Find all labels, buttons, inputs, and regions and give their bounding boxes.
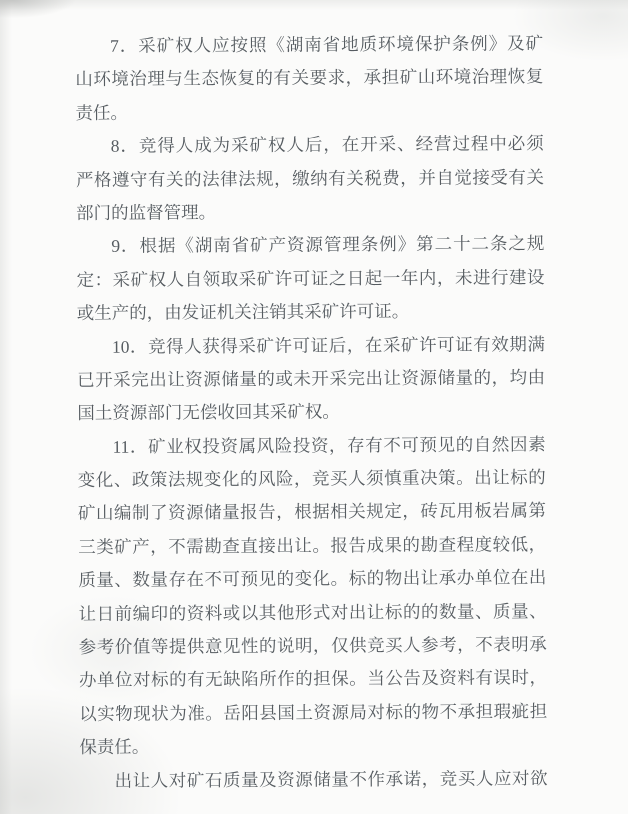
paragraph <box>76 127 545 230</box>
text-line: 责任。 <box>75 102 129 123</box>
text-line: 8．竞得人成为采矿权人后，在开采、经营过程中必须 <box>110 133 544 156</box>
text-line: 10．竞得人获得采矿许可证后，在采矿许可证有效期满 <box>111 333 545 357</box>
text-line: 参考价值等提供意见性的说明，仅供竞买人参考，不表明承 <box>78 634 547 658</box>
text-line: 矿山编制了资源储量报告，根据相关规定，砖瓦用板岩属第 <box>77 500 547 524</box>
paragraph <box>77 428 547 765</box>
text-block <box>75 27 548 798</box>
text-line: 定：采矿权人自领取采矿许可证之日起一年内，未进行建设 <box>76 266 545 290</box>
text-line: 国土资源部门无偿收回其采矿权。 <box>77 401 340 424</box>
text-line: 让日前编印的资料或以其他形式对出让标的的数量、质量、 <box>78 600 547 624</box>
text-line: 办单位对标的有无缺陷所作的担保。当公告及资料有误时， <box>78 667 548 691</box>
text-line: 以实物现状为准。岳阳县国土资源局对标的物不承担瑕疵担 <box>79 700 548 724</box>
text-line: 出让人对矿石质量及资源储量不作承诺，竞买人应对欲 <box>114 767 548 791</box>
text-line: 11．矿业权投资属风险投资，存有不可预见的自然因素 <box>112 433 546 457</box>
text-line: 质量、数量存在不可预见的变化。标的物出让承办单位在出 <box>78 567 547 591</box>
text-line: 三类矿产，不需勘查直接出让。报告成果的勘查程度较低， <box>78 533 547 557</box>
text-line: 部门的监督管理。 <box>76 202 217 223</box>
text-line: 或生产的，由发证机关注销其采矿许可证。 <box>76 301 410 324</box>
paragraph <box>76 227 545 330</box>
text-line: 已开采完出让资源储量的或未开采完出让资源储量的，均由 <box>77 367 546 390</box>
paragraph <box>75 27 544 130</box>
text-line: 变化、政策法规变化的风险，竞买人须慎重决策。出让标的 <box>77 467 546 491</box>
paragraph <box>79 762 547 798</box>
text-line: 严格遵守有关的法律法规，缴纳有关税费，并自觉接受有关 <box>75 166 544 190</box>
text-line: 山环境治理与生态恢复的有关要求，承担矿山环境治理恢复 <box>75 66 544 90</box>
text-line: 保责任。 <box>79 736 150 758</box>
paragraph <box>77 328 546 431</box>
text-line: 7．采矿权人应按照《湖南省地质环境保护条例》及矿 <box>110 33 544 56</box>
text-line: 9．根据《湖南省矿产资源管理条例》第二十二条之规 <box>111 233 545 257</box>
